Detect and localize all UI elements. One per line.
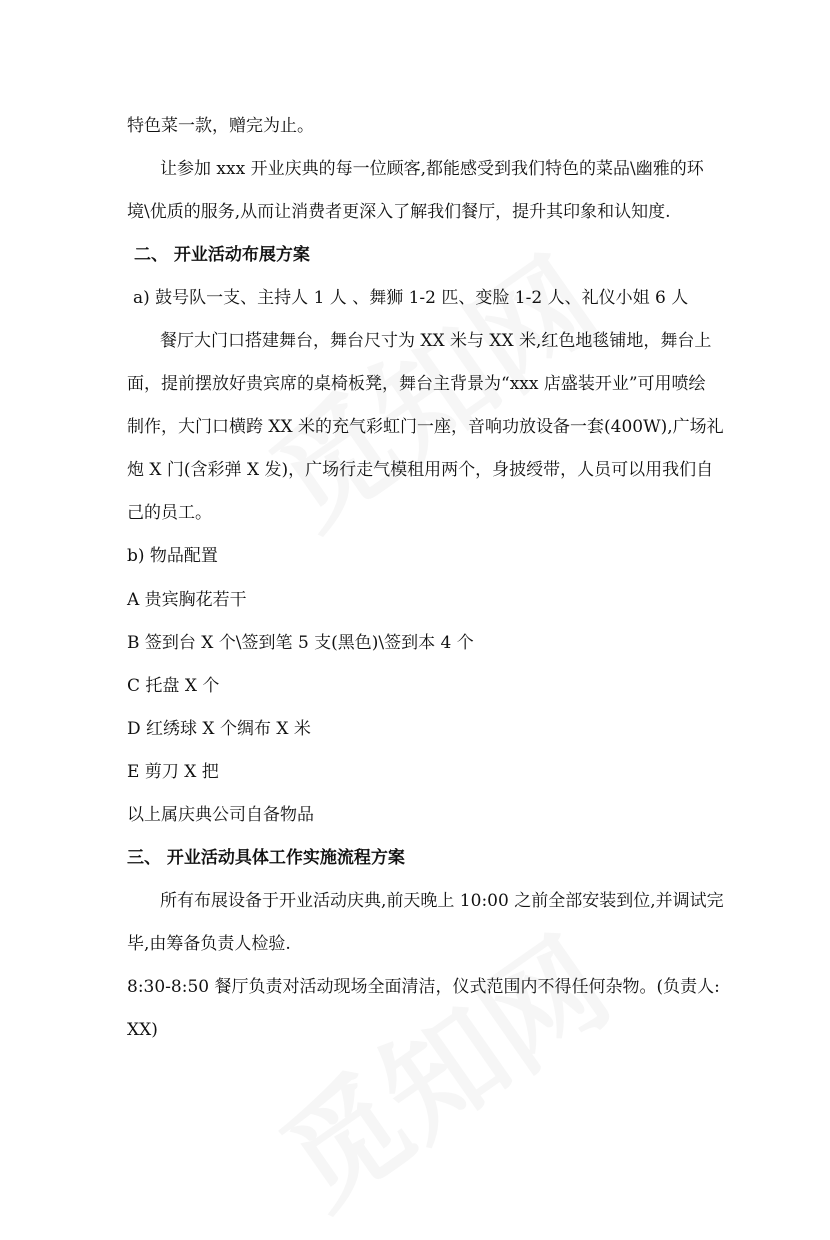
paragraph-line: 餐厅大门口搭建舞台，舞台尺寸为 XX 米与 XX 米,红色地毯铺地，舞台上 (160, 331, 712, 351)
subheading: b) 物品配置 (127, 546, 218, 566)
section-heading: 三、 开业活动具体工作实施流程方案 (127, 848, 405, 868)
paragraph-line: 让参加 xxx 开业庆典的每一位顾客,都能感受到我们特色的菜品\幽雅的环 (160, 159, 704, 179)
list-item: B 签到台 X 个\签到笔 5 支(黑色)\签到本 4 个 (127, 633, 474, 653)
paragraph-line: 以上属庆典公司自备物品 (127, 805, 314, 825)
list-item: C 托盘 X 个 (127, 676, 220, 696)
paragraph-line: 己的员工。 (127, 503, 212, 523)
paragraph-line: 炮 X 门(含彩弹 X 发)，广场行走气模租用两个，身披绶带，人员可以用我们自 (127, 460, 714, 480)
paragraph-line: XX) (127, 1020, 158, 1040)
section-heading: 二、 开业活动布展方案 (134, 245, 310, 265)
list-item: D 红绣球 X 个绸布 X 米 (127, 719, 311, 739)
watermark (243, 892, 637, 1239)
list-item: A 贵宾胸花若干 (127, 590, 247, 610)
paragraph-line: 面，提前摆放好贵宾席的桌椅板凳，舞台主背景为“xxx 店盛装开业”可用喷绘 (127, 374, 706, 394)
paragraph-line: 8:30-8:50 餐厅负责对活动现场全面清洁，仪式范围内不得任何杂物。(负责人: (127, 977, 720, 997)
paragraph-line: 所有布展设备于开业活动庆典,前天晚上 10:00 之前全部安装到位,并调试完 (160, 891, 724, 911)
list-item: E 剪刀 X 把 (127, 762, 219, 782)
paragraph-line: 特色菜一款，赠完为止。 (127, 116, 314, 136)
paragraph-line: 境\优质的服务,从而让消费者更深入了解我们餐厅，提升其印象和认知度. (127, 202, 671, 222)
paragraph-line: 毕,由筹备负责人检验. (127, 934, 291, 954)
list-item: a) 鼓号队一支、主持人 1 人 、舞狮 1-2 匹、变脸 1-2 人、礼仪小姐 6 人 (133, 288, 689, 308)
paragraph-line: 制作，大门口横跨 XX 米的充气彩虹门一座，音响功放设备一套(400W),广场礼 (127, 417, 724, 437)
